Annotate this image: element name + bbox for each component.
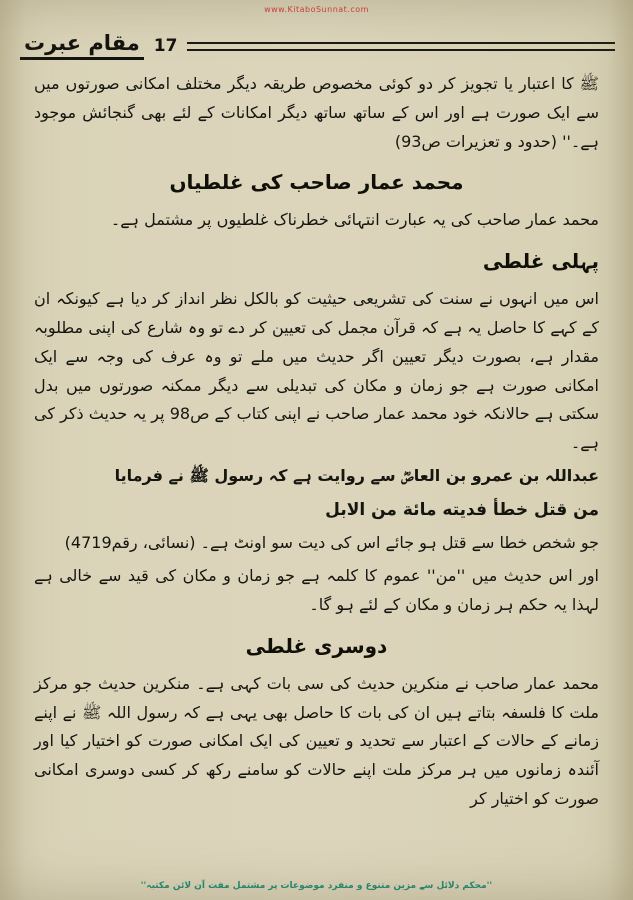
heading-second-mistake: دوسری غلطی: [245, 633, 388, 658]
page-header: [20, 32, 615, 60]
watermark-url: www.KitaboSunnat.com: [264, 5, 369, 14]
heading-first-mistake: پہلی غلطی: [482, 249, 599, 274]
book-title-calligraphy: مقام عبرت: [20, 32, 144, 60]
heading-ammar-mistakes: محمد عمار صاحب کی غلطیاں: [169, 170, 464, 195]
page-body-text: [0, 66, 633, 814]
page-number: 17: [153, 36, 178, 57]
umoom-paragraph: اور اس حدیث میں ''من'' عموم کا کلمہ ہے جو زمان و مکان کی قید سے خالی ہے لہذا یہ حکم ہر زمان و مکان کے لئے ہو گا۔: [34, 566, 599, 615]
hadith-translation-line: جو شخص خطا سے قتل ہو جائے اس کی دیت سو اونٹ ہے۔ (نسائی، رقم4719): [64, 533, 599, 553]
narration-line: عبداللہ بن عمرو بن العاصؓ سے روایت ہے کہ رسول ﷺ نے فرمایا: [114, 466, 599, 486]
mistakes-intro-paragraph: محمد عمار صاحب کی یہ عبارت انتہائی خطرناک غلطیوں پر مشتمل ہے۔: [110, 210, 599, 230]
header-double-rule: [187, 42, 615, 51]
second-mistake-paragraph: محمد عمار صاحب نے منکرین حدیث کی سی بات کہی ہے۔ منکرین حدیث جو مرکز ملت کا فلسفہ بتاتے ہیں ان کی بات کا حاصل بھی یہی ہے کہ رسول اللہ ﷺ نے اپنے زمانے کے حالات کے اعتبار سے تحدید و تعیین کی ایک امکانی صورت کو اختیار کیا اور آئندہ زمانوں میں ہر مرکز ملت اپنے حالات کو سامنے رکھ کر کسی دوسری امکانی صورت کو اختیار کر: [34, 673, 599, 809]
intro-paragraph: ﷺ کا اعتبار یا تجویز کر دو کوئی مخصوص طریقہ دیگر مختلف امکانی صورتوں میں سے ایک صورت ہے اور اس کے ساتھ ساتھ دیگر امکانات کے لئے بھی گنجائش موجود ہے۔'' (حدود و تعزیرات ص93): [34, 74, 599, 151]
arabic-hadith-line: من قتل خطأ فديته مائة من الابل: [325, 499, 599, 520]
first-mistake-paragraph: اس میں انہوں نے سنت کی تشریعی حیثیت کو بالکل نظر انداز کر دیا ہے کیونکہ ان کے کہے کا حاصل یہ ہے کہ قرآن مجمل کی تعیین کر دے تو وہ شارع کی اپنی مطلوبہ مقدار ہے، بصورت دیگر تعیین اگر حدیث میں ملے تو وہ عرف کی وجہ سے ایک امکانی صورت ہے جو زمان و مکان کی تبدیلی سے دیگر ممکنہ صورتوں میں بدل سکتی ہے حالانکہ خود محمد عمار صاحب نے اپنی کتاب کے ص98 پر یہ حدیث ذکر کی ہے۔: [34, 289, 600, 453]
footer-tagline: ''محکم دلائل سے مزین متنوع و منفرد موضوعات پر مشتمل مفت آن لائن مکتبہ'': [140, 881, 493, 891]
